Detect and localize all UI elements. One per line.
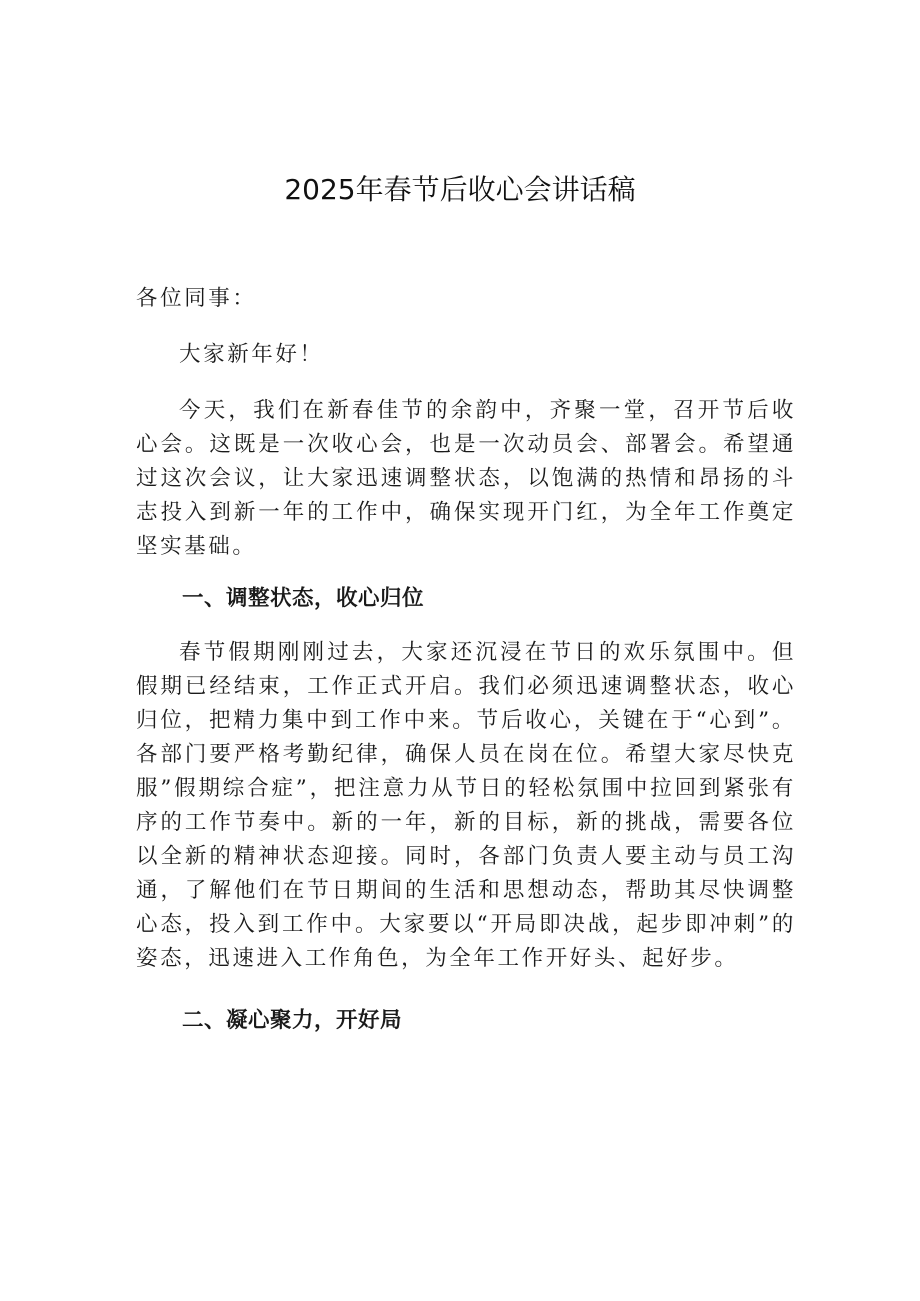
- document-body: [136, 282, 796, 1058]
- salutation: 各位同事：: [136, 286, 257, 311]
- section-heading-2: 二、凝心聚力，开好局: [182, 1008, 403, 1033]
- greeting-paragraph: 大家新年好！: [179, 342, 324, 367]
- section-heading-1: 一、调整状态，收心归位: [182, 586, 425, 611]
- document-title: 2025年春节后收心会讲话稿: [284, 173, 636, 206]
- section-body-1: 春节假期刚刚过去，大家还沉浸在节日的欢乐氛围中。但假期已经结束，工作正式开启。我们必须迅速调整状态，收心归位，把精力集中到工作中来。节后收心，关键在于“心到”。各部门要严格考勤纪律，确保人员在岗在位。希望大家尽快克服”假期综合症”，把注意力从节日的轻松氛围中拉回到紧张有序的工作节奏中。新的一年，新的目标，新的挑战，需要各位以全新的精神状态迎接。同时，各部门负责人要主动与员工沟通，了解他们在节日期间的生活和思想动态，帮助其尽快调整心态，投入到工作中。大家要以“开局即决战，起步即冲刺”的姿态，迅速进入工作角色，为全年工作开好头、起好步。: [136, 640, 796, 971]
- intro-paragraph: 今天，我们在新春佳节的余韵中，齐聚一堂，召开节后收心会。这既是一次收心会，也是一次动员会、部署会。希望通过这次会议，让大家迅速调整状态，以饱满的热情和昂扬的斗志投入到新一年的工作中，确保实现开门红，为全年工作奠定坚实基础。: [136, 398, 796, 559]
